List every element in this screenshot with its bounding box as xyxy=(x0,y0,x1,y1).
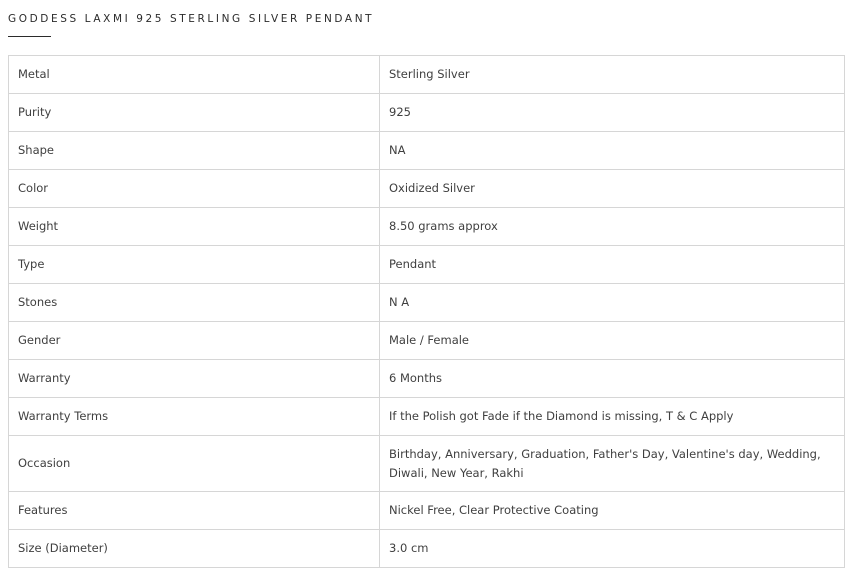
table-row xyxy=(9,398,845,436)
table-row xyxy=(9,284,845,322)
spec-value: Male / Female xyxy=(380,322,845,360)
spec-label: Warranty Terms xyxy=(9,398,380,436)
table-row xyxy=(9,208,845,246)
spec-value: Sterling Silver xyxy=(380,56,845,94)
spec-label: Metal xyxy=(9,56,380,94)
spec-value: 3.0 cm xyxy=(380,530,845,568)
table-row xyxy=(9,530,845,568)
spec-label: Weight xyxy=(9,208,380,246)
page-title: GODDESS LAXMI 925 STERLING SILVER PENDANT xyxy=(8,13,375,25)
spec-value: Nickel Free, Clear Protective Coating xyxy=(380,492,845,530)
spec-value: NA xyxy=(380,132,845,170)
spec-label: Purity xyxy=(9,94,380,132)
table-row xyxy=(9,132,845,170)
specifications-table xyxy=(8,55,845,568)
spec-value: Pendant xyxy=(380,246,845,284)
spec-value: N A xyxy=(380,284,845,322)
spec-label: Occasion xyxy=(9,436,380,492)
spec-label: Features xyxy=(9,492,380,530)
table-row xyxy=(9,492,845,530)
spec-value: Birthday, Anniversary, Graduation, Father's Day, Valentine's day, Wedding, Diwali, New Year, Rakhi xyxy=(380,436,845,492)
spec-label: Type xyxy=(9,246,380,284)
table-row xyxy=(9,322,845,360)
spec-value: Oxidized Silver xyxy=(380,170,845,208)
title-underline xyxy=(8,36,51,37)
table-row xyxy=(9,436,845,492)
spec-label: Warranty xyxy=(9,360,380,398)
spec-value: 6 Months xyxy=(380,360,845,398)
spec-label: Gender xyxy=(9,322,380,360)
table-row xyxy=(9,246,845,284)
spec-label: Shape xyxy=(9,132,380,170)
spec-label: Size (Diameter) xyxy=(9,530,380,568)
spec-value: 925 xyxy=(380,94,845,132)
table-row xyxy=(9,360,845,398)
spec-value: 8.50 grams approx xyxy=(380,208,845,246)
spec-label: Stones xyxy=(9,284,380,322)
spec-label: Color xyxy=(9,170,380,208)
table-row xyxy=(9,170,845,208)
spec-value: If the Polish got Fade if the Diamond is missing, T & C Apply xyxy=(380,398,845,436)
table-row xyxy=(9,94,845,132)
table-row xyxy=(9,56,845,94)
